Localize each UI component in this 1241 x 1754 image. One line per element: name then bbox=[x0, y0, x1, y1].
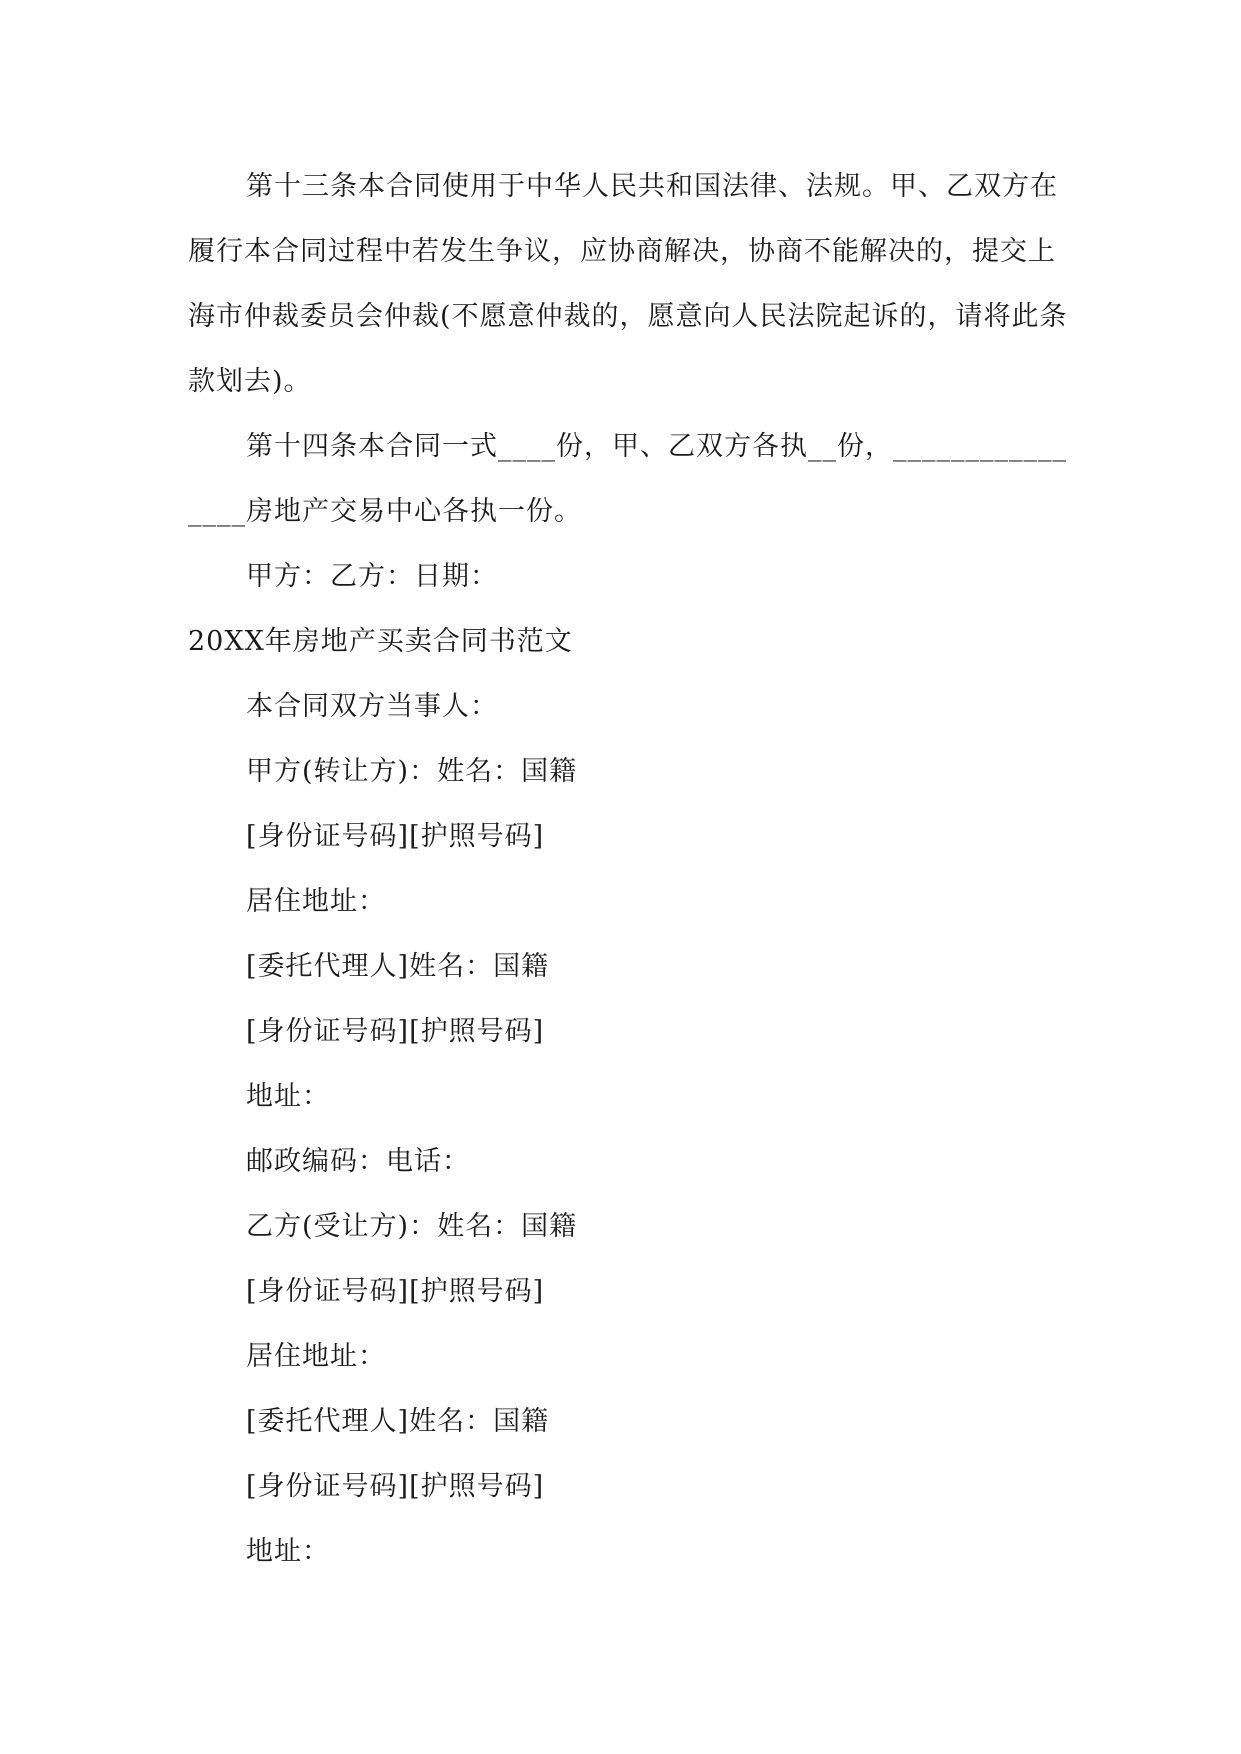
party-b-id-line: [身份证号码][护照号码] bbox=[246, 1276, 545, 1307]
party-b-agent-line: [委托代理人]姓名：国籍 bbox=[246, 1406, 550, 1437]
party-b-address-line: 地址： bbox=[246, 1536, 330, 1567]
party-a-residence-line: 居住地址： bbox=[246, 886, 386, 917]
party-a-id-line: [身份证号码][护照号码] bbox=[246, 821, 545, 852]
clause-14-paragraph: 第十四条本合同一式____份，甲、乙双方各执__份，________________房地产交易中心各执一份。 bbox=[188, 431, 1067, 527]
party-a-name-line: 甲方(转让方)：姓名：国籍 bbox=[246, 756, 578, 787]
party-b-agent-id-line: [身份证号码][护照号码] bbox=[246, 1471, 545, 1502]
clause-13-paragraph: 第十三条本合同使用于中华人民共和国法律、法规。甲、乙双方在履行本合同过程中若发生争议，应协商解决，协商不能解决的，提交上海市仲裁委员会仲裁(不愿意仲裁的，愿意向人民法院起诉的，请将此条款划去)。 bbox=[188, 171, 1068, 397]
parties-intro: 本合同双方当事人： bbox=[246, 691, 498, 722]
party-a-address-line: 地址： bbox=[246, 1081, 330, 1112]
signature-line: 甲方：乙方：日期： bbox=[246, 561, 498, 592]
document-title: 20XX年房地产买卖合同书范文 bbox=[188, 626, 573, 657]
party-a-agent-line: [委托代理人]姓名：国籍 bbox=[246, 951, 550, 982]
party-b-residence-line: 居住地址： bbox=[246, 1341, 386, 1372]
document-body bbox=[188, 154, 1068, 1584]
party-a-agent-id-line: [身份证号码][护照号码] bbox=[246, 1016, 545, 1047]
party-b-name-line: 乙方(受让方)：姓名：国籍 bbox=[246, 1211, 578, 1242]
party-a-contact-line: 邮政编码：电话： bbox=[246, 1146, 470, 1177]
